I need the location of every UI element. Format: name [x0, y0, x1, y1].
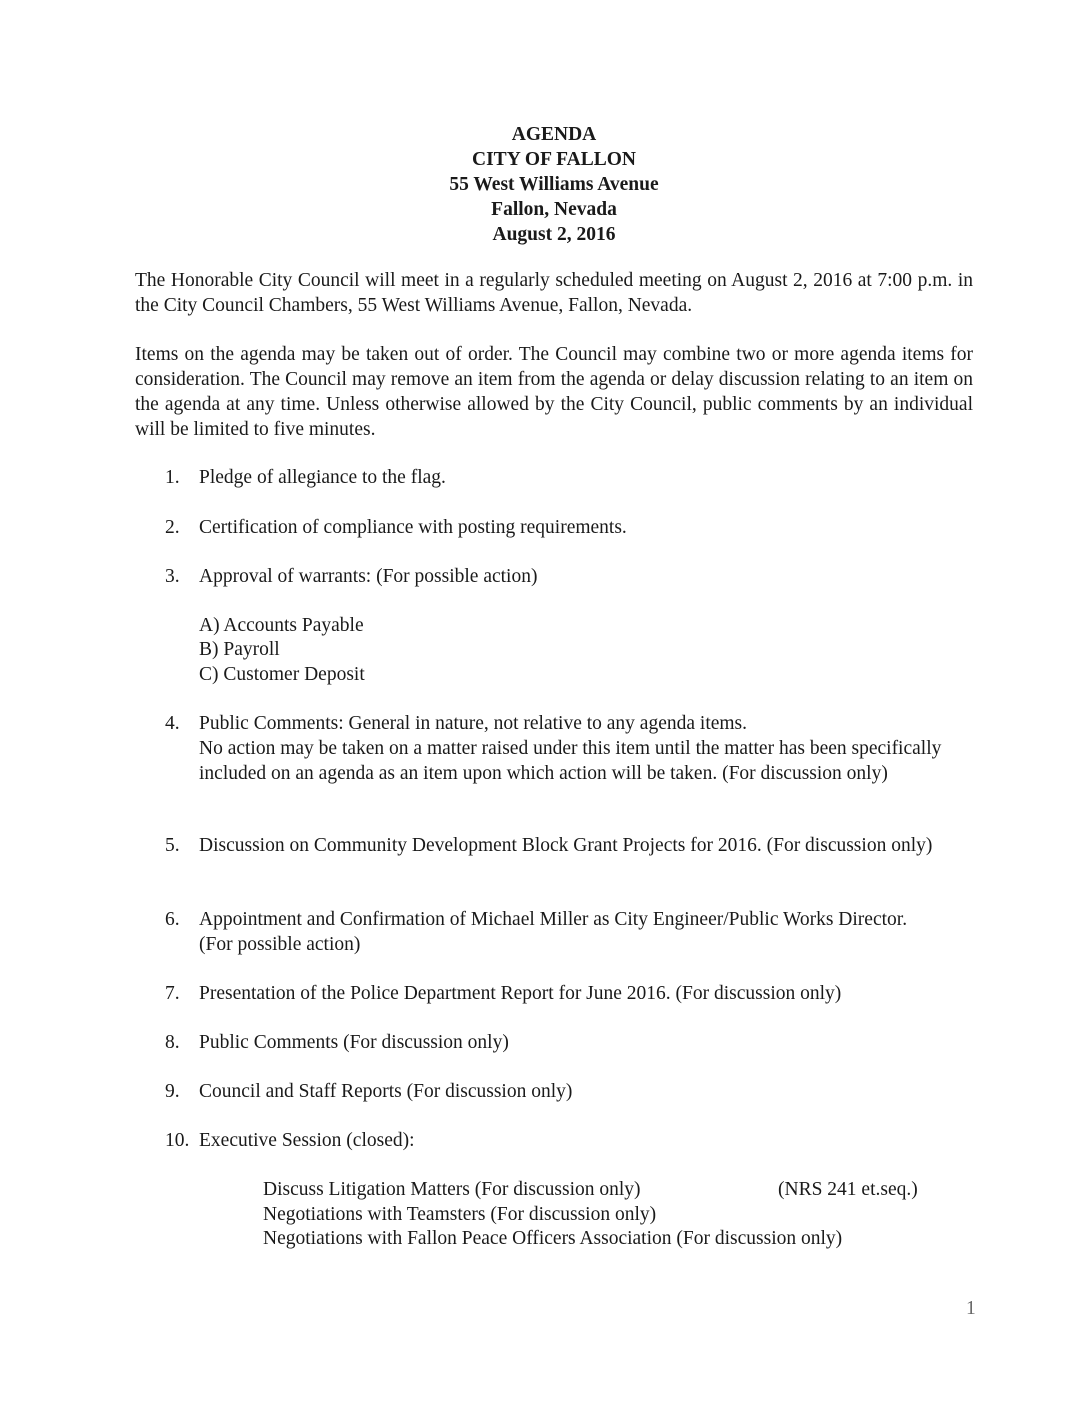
item-number: 3.: [165, 566, 180, 587]
agenda-item-1: [165, 465, 975, 490]
page-number: 1: [966, 1298, 976, 1319]
item-number: 2.: [165, 517, 180, 538]
exec-nrs-reference: (NRS 241 et.seq.): [778, 1179, 918, 1200]
agenda-item-8: [165, 1030, 975, 1055]
agenda-item-3: [165, 564, 975, 589]
header-title: AGENDA: [511, 124, 597, 145]
item-text: Public Comments (For discussion only): [199, 1032, 509, 1053]
meeting-notice: The Honorable City Council will meet in a regularly scheduled meeting on August 2, 2016 at 7:00 p.m. in the City Council Chambers, 55 West Williams Avenue, Fallon, Nevada.: [135, 270, 973, 316]
item-text: Executive Session (closed):: [199, 1130, 415, 1151]
item-text: Certification of compliance with posting requirements.: [199, 517, 627, 538]
exec-teamsters: Negotiations with Teamsters (For discussion only): [263, 1204, 657, 1225]
exec-peace-officers: Negotiations with Fallon Peace Officers Association (For discussion only): [263, 1228, 843, 1249]
item-number: 1.: [165, 467, 180, 488]
item-number: 8.: [165, 1032, 180, 1053]
item-number: 7.: [165, 983, 180, 1004]
item-text-detail: No action may be taken on a matter raised under this item until the matter has been specifically included on an agenda as an item upon which action will be taken. (For discussion only): [199, 738, 942, 784]
item-text: Presentation of the Police Department Report for June 2016. (For discussion only): [199, 983, 842, 1004]
agenda-item-10: [165, 1128, 975, 1153]
agenda-item-9: [165, 1079, 975, 1104]
item-number: 4.: [165, 713, 180, 734]
agenda-item-4: [165, 711, 975, 786]
agenda-item-5: [165, 833, 975, 858]
header-city: CITY OF FALLON: [472, 149, 636, 170]
item-text: Approval of warrants: (For possible action): [199, 566, 538, 587]
warrant-customer-deposit: C) Customer Deposit: [199, 664, 365, 685]
item-number: 9.: [165, 1081, 180, 1102]
agenda-rules: Items on the agenda may be taken out of order. The Council may combine two or more agenda items for consideration. The Council may remove an item from the agenda or delay discussion relating to an item on the agenda at any time. Unless otherwise allowed by the City Council, public comments by an individual will be limited to five minutes.: [135, 344, 973, 440]
agenda-item-2: [165, 515, 975, 540]
agenda-item-6: [165, 907, 975, 957]
agenda-item-7: [165, 981, 975, 1006]
item-text: Discussion on Community Development Block Grant Projects for 2016. (For discussion only): [199, 835, 933, 856]
agenda-header: [0, 122, 1088, 247]
item-text: Pledge of allegiance to the flag.: [199, 467, 446, 488]
warrant-payroll: B) Payroll: [199, 639, 280, 660]
exec-litigation: Discuss Litigation Matters (For discussion only): [263, 1179, 641, 1200]
warrant-accounts-payable: A) Accounts Payable: [199, 615, 364, 636]
item-number: 6.: [165, 909, 180, 930]
header-address: 55 West Williams Avenue: [449, 174, 659, 195]
header-location: Fallon, Nevada: [491, 199, 617, 220]
item-number: 5.: [165, 835, 180, 856]
header-date: August 2, 2016: [492, 224, 616, 245]
item-number: 10.: [165, 1130, 190, 1151]
item-text: Appointment and Confirmation of Michael Miller as City Engineer/Public Works Director. (For possible action): [199, 909, 908, 955]
item-text: Public Comments: General in nature, not relative to any agenda items.: [199, 713, 748, 734]
item-text: Council and Staff Reports (For discussion only): [199, 1081, 573, 1102]
